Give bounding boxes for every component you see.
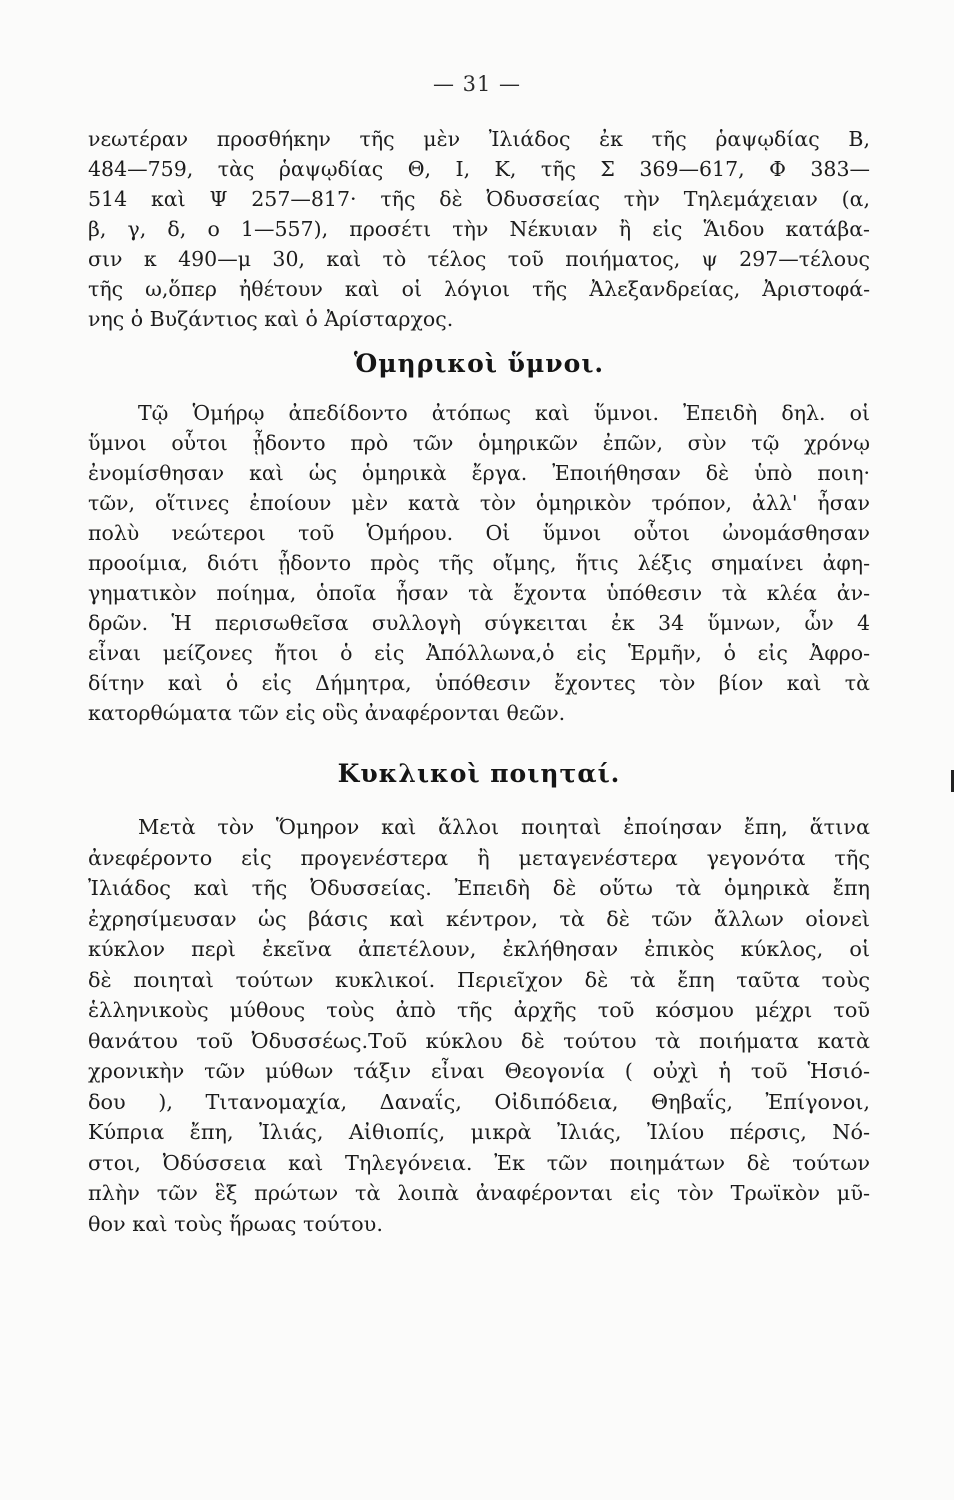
text-line: β, γ, δ, ο 1—557), προσέτι τὴν Νέκυιαν ἢ εἰς Ἅιδου κατάβα- bbox=[88, 217, 870, 241]
text-column bbox=[88, 124, 870, 1239]
text-line: πολὺ νεώτεροι τοῦ Ὁμήρου. Οἱ ὕμνοι οὗτοι ὠνομάσθησαν bbox=[88, 521, 870, 545]
text-line: νης ὁ Βυζάντιος καὶ ὁ Ἀρίσταρχος. bbox=[88, 307, 454, 331]
paragraph-homeric-hymns bbox=[88, 398, 870, 728]
text-line: ἐχρησίμευσαν ὡς βάσις καὶ κέντρον, τὰ δὲ τῶν ἄλλων οἱονεὶ bbox=[88, 906, 870, 931]
text-line: κατορθώματα τῶν εἰς οὓς ἀναφέρονται θεῶν. bbox=[88, 701, 566, 725]
text-line: 484—759, τὰς ῥαψῳδίας Θ, Ι, Κ, τῆς Σ 369—617, Φ 383— bbox=[88, 157, 870, 181]
text-line: νεωτέραν προσθήκην τῆς μὲν Ἰλιάδος ἐκ τῆς ῥαψῳδίας Β, bbox=[88, 127, 870, 151]
text-line: θανάτου τοῦ Ὀδυσσέως.Τοῦ κύκλου δὲ τούτου τὰ ποιήματα κατὰ bbox=[88, 1028, 870, 1053]
text-line: 514 καὶ Ψ 257—817· τῆς δὲ Ὀδυσσείας τὴν Τηλεμάχειαν (α, bbox=[88, 187, 870, 211]
text-line: σιν κ 490—μ 30, καὶ τὸ τέλος τοῦ ποιήματος, ψ 297—τέλους bbox=[88, 247, 870, 271]
text-line: δρῶν. Ἡ περισωθεῖσα συλλογὴ σύγκειται ἐκ 34 ὕμνων, ὧν 4 bbox=[88, 611, 870, 635]
text-line: δίτην καὶ ὁ εἰς Δήμητρα, ὑπόθεσιν ἔχοντες τὸν βίον καὶ τὰ bbox=[88, 671, 870, 695]
text-line: Τῷ Ὁμήρῳ ἀπεδίδοντο ἀτόπως καὶ ὕμνοι. Ἐπειδὴ δηλ. οἱ bbox=[138, 401, 870, 425]
page-number: — 31 — bbox=[432, 72, 522, 96]
text-line: δου ), Τιτανομαχία, Δαναΐς, Οἰδιπόδεια, Θηβαΐς, Ἐπίγονοι, bbox=[88, 1089, 870, 1114]
text-line: ἑλληνικοὺς μύθους τοὺς ἀπὸ τῆς ἀρχῆς τοῦ κόσμου μέχρι τοῦ bbox=[88, 998, 870, 1022]
section-heading-cyclic-poets: Κυκλικοὶ ποιηταί. bbox=[337, 759, 621, 788]
text-line: Κύπρια ἔπη, Ἰλιάς, Αἰθιοπίς, μικρὰ Ἰλιάς, Ἰλίου πέρσις, Νό- bbox=[88, 1120, 870, 1144]
section-heading-homeric-hymns: Ὁμηρικοὶ ὕμνοι. bbox=[353, 349, 605, 378]
paragraph-cyclic-poets bbox=[88, 812, 870, 1239]
text-line: ὕμνοι οὗτοι ᾖδοντο πρὸ τῶν ὁμηρικῶν ἐπῶν, σὺν τῷ χρόνῳ bbox=[88, 431, 870, 455]
text-line: εἶναι μείζονες ἤτοι ὁ εἰς Ἀπόλλωνα,ὁ εἰς Ἑρμῆν, ὁ εἰς Ἀφρο- bbox=[88, 641, 870, 665]
text-line: πλὴν τῶν ἓξ πρώτων τὰ λοιπὰ ἀναφέρονται εἰς τὸν Τρωϊκὸν μῦ- bbox=[88, 1181, 870, 1205]
text-line: Ἰλιάδος καὶ τῆς Ὀδυσσείας. Ἐπειδὴ δὲ οὕτω τὰ ὁμηρικὰ ἔπη bbox=[88, 876, 870, 900]
text-line: τῆς ω,ὅπερ ἠθέτουν καὶ οἱ λόγιοι τῆς Ἀλεξανδρείας, Ἀριστοφά- bbox=[88, 277, 870, 301]
text-line: θον καὶ τοὺς ἥρωας τούτου. bbox=[88, 1211, 383, 1236]
text-line: χρονικὴν τῶν μύθων τάξιν εἶναι Θεογονία ( οὐχὶ ἡ τοῦ Ἡσιό- bbox=[88, 1059, 870, 1083]
text-line: δὲ ποιηταὶ τούτων κυκλικοί. Περιεῖχον δὲ τὰ ἔπη ταῦτα τοὺς bbox=[88, 967, 870, 992]
text-line: γηματικὸν ποίημα, ὁποῖα ἦσαν τὰ ἔχοντα ὑπόθεσιν τὰ κλέα ἀν- bbox=[88, 581, 870, 605]
text-line: στοι, Ὀδύσσεια καὶ Τηλεγόνεια. Ἐκ τῶν ποιημάτων δὲ τούτων bbox=[88, 1150, 870, 1175]
text-line: προοίμια, διότι ᾖδοντο πρὸς τῆς οἴμης, ἥτις λέξις σημαίνει ἀφη- bbox=[88, 551, 870, 575]
paragraph-continued bbox=[88, 124, 870, 334]
text-line: κύκλον περὶ ἐκεῖνα ἀπετέλουν, ἐκλήθησαν ἐπικὸς κύκλος, οἱ bbox=[88, 937, 870, 961]
text-line: τῶν, οἵτινες ἐποίουν μὲν κατὰ τὸν ὁμηρικὸν τρόπον, ἀλλ' ἦσαν bbox=[88, 491, 870, 515]
text-line: ἐνομίσθησαν καὶ ὡς ὁμηρικὰ ἔργα. Ἐποιήθησαν δὲ ὑπὸ ποιη· bbox=[88, 461, 870, 485]
text-line: Μετὰ τὸν Ὅμηρον καὶ ἄλλοι ποιηταὶ ἐποίησαν ἔπη, ἅτινα bbox=[138, 815, 870, 839]
text-line: ἀνεφέροντο εἰς προγενέστερα ἢ μεταγενέστερα γεγονότα τῆς bbox=[88, 845, 870, 870]
